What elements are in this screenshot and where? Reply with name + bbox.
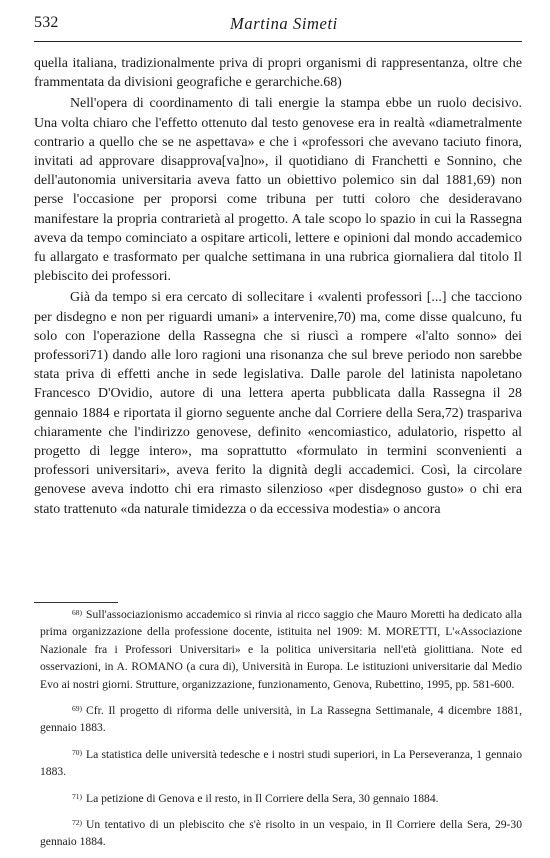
footnote-number: 70) [72, 747, 82, 757]
paragraph-3: Già da tempo si era cercato di sollecitare i «valenti professori [...] che tacciono per disdegno e non per riguardi umani» a intervenire,70) ma, come disse qualcuno, fu solo con l'operazione della Rassegna che si riuscì a rompere «l'alto sonno» dei professori71) dando alle loro ragioni una risonanza che sul breve periodo non sarebbe stata priva di effetti anche in sede legislativa. Dalle parole del latinista napoletano Francesco D'Ovidio, autore di una lettera aperta pubblicata dalla Rassegna il 28 gennaio 1884 e riportata il giorno seguente anche dal Corriere della Sera,72) traspariva chiaramente che l'indirizzo genovese, definito «encomiastico, adulatorio, rispetto al progetto di legge intero», ma soprattutto «formulato in termini sconvenienti a professori universitari», aveva ferito la dignità degli accademici. Così, la circolare genovese aveva indotto chi era rimasto silenzioso «per disdegnoso gusto» o chi era stato trattenuto «da naturale timidezza o da eccessiva modestia» o ancora [34, 290, 522, 517]
footnote-number: 72) [72, 818, 82, 828]
footnote-71 [40, 788, 522, 807]
body-text [34, 54, 522, 521]
page-header [34, 10, 522, 36]
footnote-70 [40, 744, 522, 781]
footnotes [40, 604, 522, 858]
footnote-text: Sull'associazionismo accademico si rinvia al ricco saggio che Mauro Moretti ha dedicato alla prima organizzazione della professione docente, istituita nel 1909: M. MORETTI, L'«Associazione Nazionale fra i Professori Universitari» e la politica universitaria nell'età giolittiana. Note ed osservazioni, in A. ROMANO (a cura di), Università in Europa. Le istituzioni universitarie dal Medio Evo ai nostri giorni. Strutture, organizzazione, funzionamento, Genova, Rubettino, 1995, pp. 581-600. [40, 608, 522, 691]
paragraph-1: quella italiana, tradizionalmente priva di propri organismi di rappresentanza, oltre che frammentata da divisioni geografiche e gerarchiche.68) [34, 56, 522, 91]
footnote-number: 69) [72, 704, 82, 714]
footnote-number: 71) [72, 791, 82, 801]
footnote-text: Un tentativo di un plebiscito che s'è risolto in un vespaio, in Il Corriere della Sera, 29-30 gennaio 1884. [40, 818, 522, 849]
footnote-text: La petizione di Genova e il resto, in Il Corriere della Sera, 30 gennaio 1884. [86, 791, 439, 805]
footnote-69 [40, 700, 522, 737]
footnote-68 [40, 604, 522, 693]
page-number: 532 [34, 14, 59, 31]
header-rule [34, 41, 522, 42]
footnote-text: La statistica delle università tedesche e i nostri studi superiori, in La Perseveranza, 1 gennaio 1883. [40, 747, 522, 779]
running-head-author: Martina Simeti [230, 14, 338, 33]
paragraph-2: Nell'opera di coordinamento di tali energie la stampa ebbe un ruolo decisivo. Una volta chiaro che l'effetto ottenuto dal testo genovese era in realtà «diametralmente contrario a quello che se ne aspettava» e che i «professori che avevano taciuto finora, invitati ad approvare disapprova[va]no», il quotidiano di Franchetti e Sonnino, che dell'autonomia universitaria aveva fatto un obiettivo polemico sin dal 1881,69) non perse l'occasione per proporsi come tribuna per tutti coloro che desideravano manifestare la propria contrarietà al progetto. A tale scopo lo spazio in cui la Rassegna aveva da tempo cominciato a ospitare articoli, lettere e opinioni dal mondo accademico fu allargato e trasformato per qualche settimana in una rubrica giornaliera dal titolo Il plebiscito dei professori. [34, 96, 522, 285]
footnote-separator [34, 602, 118, 603]
footnote-72 [40, 814, 522, 851]
footnote-number: 68) [72, 608, 82, 617]
footnote-text: Cfr. Il progetto di riforma delle università, in La Rassegna Settimanale, 4 dicembre 1881, gennaio 1883. [40, 704, 522, 735]
